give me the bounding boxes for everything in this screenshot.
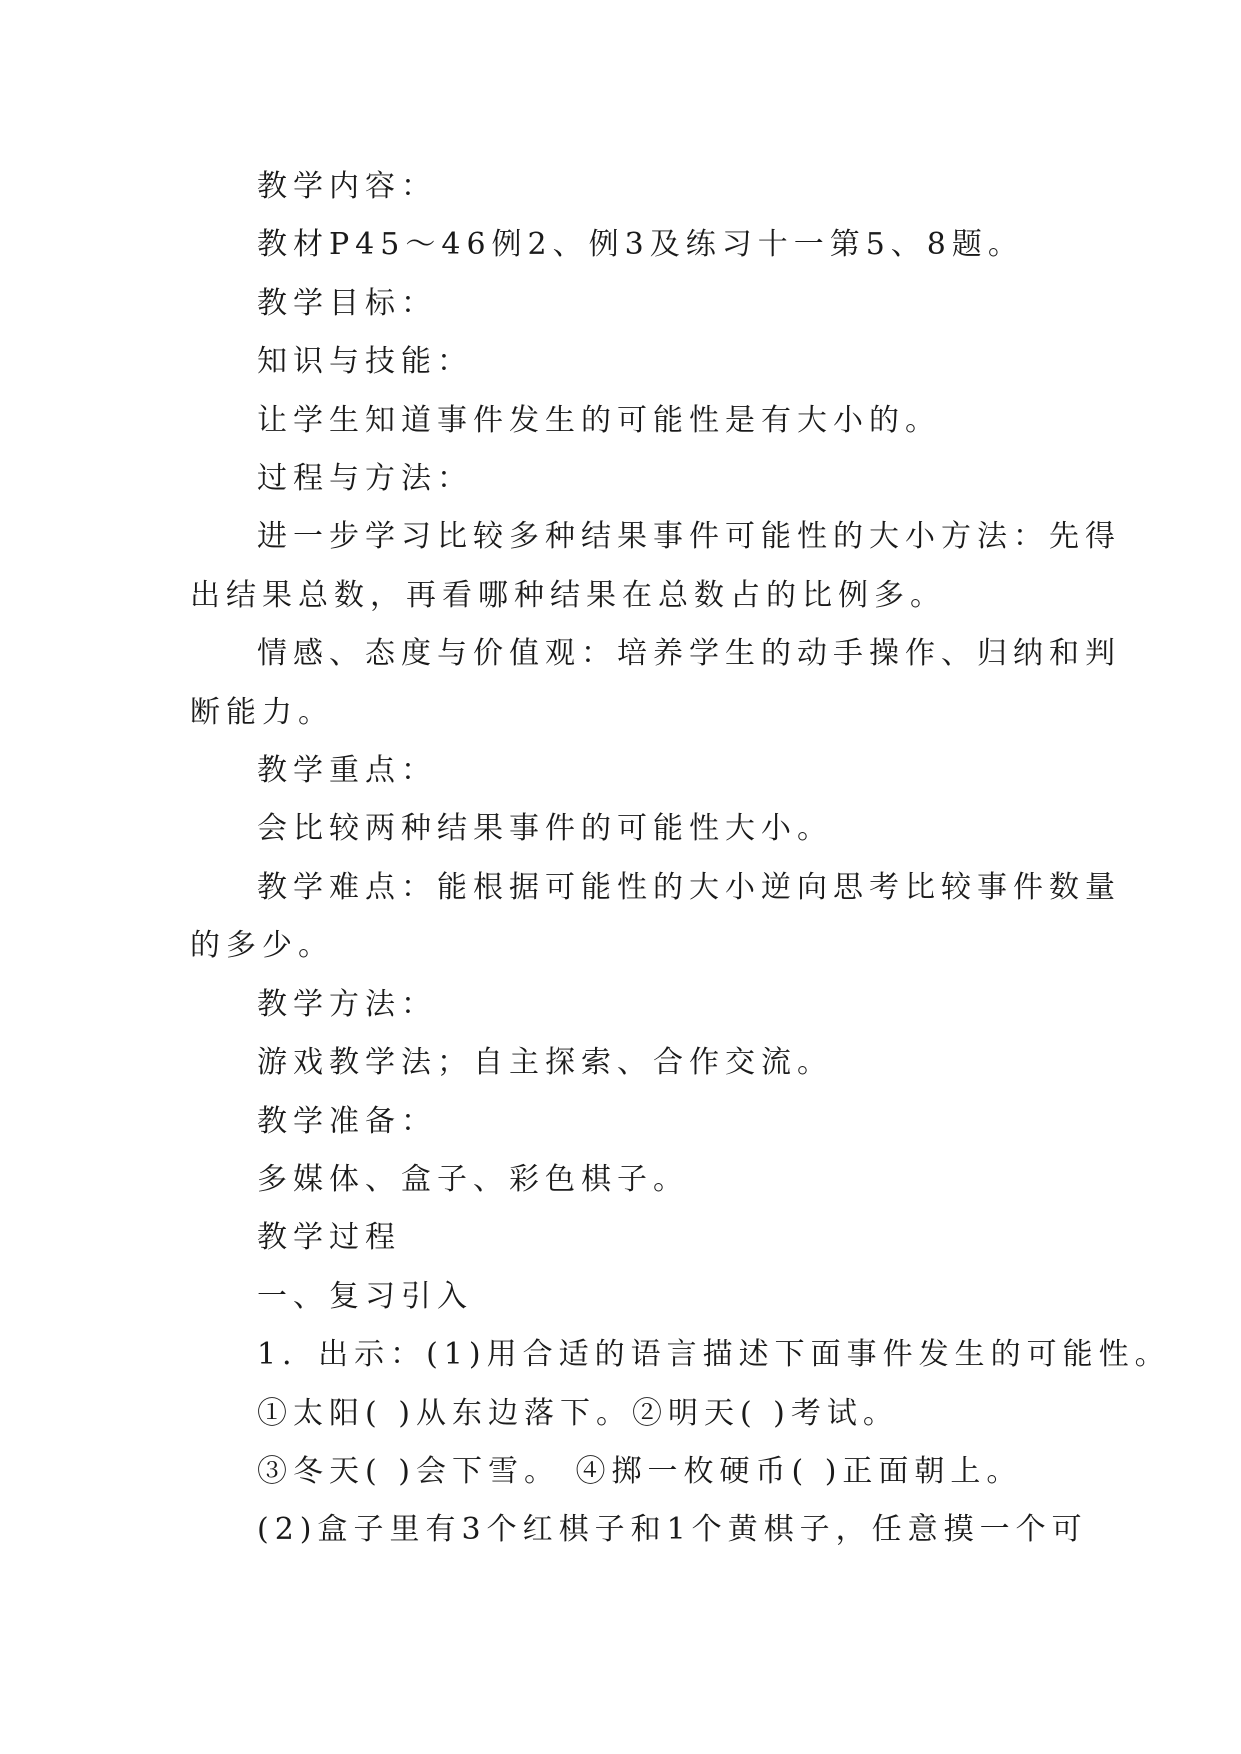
text-line: 断能力。 <box>190 694 334 730</box>
text-line: 1．出示：(1)用合适的语言描述下面事件发生的可能性。 <box>257 1337 1171 1373</box>
text-line: 教学内容： <box>257 169 437 204</box>
text-line: 的多少。 <box>190 928 334 964</box>
text-line: 多媒体、盒子、彩色棋子。 <box>257 1161 689 1197</box>
document-page <box>190 158 1171 1560</box>
text-line: (2)盒子里有3个红棋子和1个黄棋子，任意摸一个可 <box>257 1512 1088 1548</box>
text-line: 教学难点：能根据可能性的大小逆向思考比较事件数量 <box>257 869 1121 905</box>
text-line: 教学过程 <box>257 1220 401 1256</box>
text-line: 游戏教学法；自主探索、合作交流。 <box>257 1045 833 1081</box>
text-line: 进一步学习比较多种结果事件可能性的大小方法：先得 <box>257 519 1121 555</box>
text-line: 一、复习引入 <box>257 1278 473 1314</box>
text-line: 情感、态度与价值观：培养学生的动手操作、归纳和判 <box>257 636 1121 672</box>
text-line: 让学生知道事件发生的可能性是有大小的。 <box>257 402 941 438</box>
text-line: 会比较两种结果事件的可能性大小。 <box>257 811 833 847</box>
text-line: 知识与技能： <box>257 344 473 380</box>
text-line: 教学方法： <box>257 986 437 1022</box>
text-line: ①太阳( )从东边落下。②明天( )考试。 <box>257 1395 899 1431</box>
text-line: 教学重点： <box>257 753 437 789</box>
text-line: 教学准备： <box>257 1103 437 1139</box>
text-line: 过程与方法： <box>257 461 473 497</box>
text-line: 出结果总数，再看哪种结果在总数占的比例多。 <box>190 577 946 613</box>
text-line: 教材P45～46例2、例3及练习十一第5、8题。 <box>257 227 1024 263</box>
text-line: 教学目标： <box>257 285 437 321</box>
text-line: ③冬天( )会下雪。 ④掷一枚硬币( )正面朝上。 <box>257 1453 1023 1489</box>
